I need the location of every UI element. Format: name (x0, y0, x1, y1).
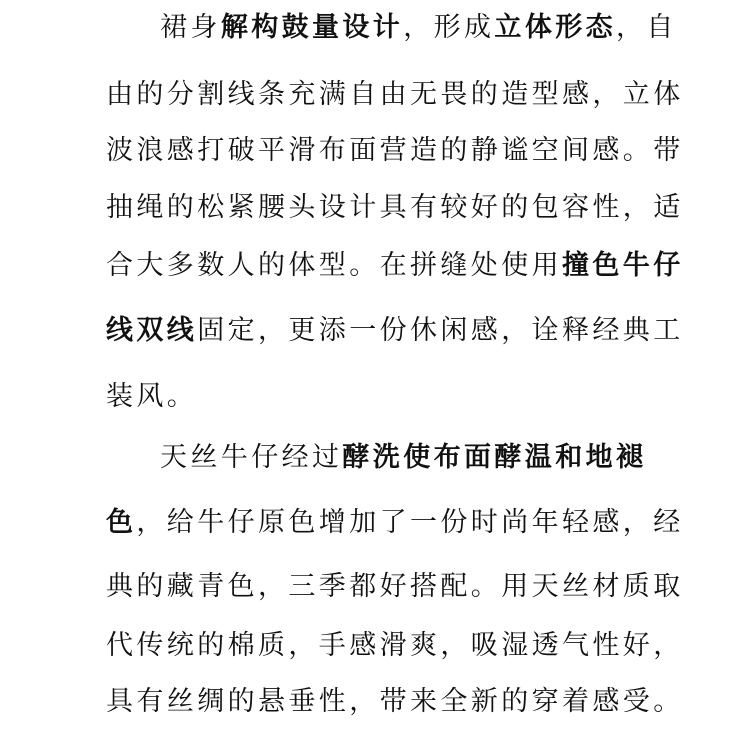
p1-line-1 (160, 10, 677, 46)
bold-text-run: 撞色牛仔 (562, 250, 684, 281)
text-run: ，形成 (403, 12, 495, 43)
p1-line-2: 由的分割线条充满自由无畏的造型感，立体 (106, 79, 684, 110)
text-run: ，自 (616, 12, 677, 43)
p1-line-7: 装风。 (106, 381, 198, 412)
p2-line-4: 代传统的棉质，手感滑爽，吸湿透气性好， (106, 630, 684, 661)
p1-line-6 (106, 313, 684, 349)
p2-line-3: 典的藏青色，三季都好搭配。用天丝材质取 (106, 571, 684, 602)
text-run: 固定，更添一份休闲感，诠释经典工 (197, 315, 684, 346)
p2-line-2 (106, 505, 684, 541)
text-run: 裙身 (160, 12, 221, 43)
p2-line-1 (160, 440, 646, 476)
text-run: 天丝牛仔经过 (160, 442, 343, 473)
bold-text-run: 色 (106, 507, 137, 538)
text-run: 合大多数人的体型。在拼缝处使用 (106, 250, 562, 281)
bold-text-run: 酵洗使布面酵温和地褪 (342, 442, 647, 473)
p1-line-4: 抽绳的松紧腰头设计具有较好的包容性，适 (106, 192, 684, 223)
p1-line-3: 波浪感打破平滑布面营造的静谧空间感。带 (106, 135, 684, 166)
bold-text-run: 解构鼓量设计 (220, 12, 404, 43)
bold-text-run: 线双线 (106, 315, 198, 346)
p2-line-5: 具有丝绸的悬垂性，带来全新的穿着感受。 (106, 686, 684, 717)
bold-text-run: 立体形态 (494, 12, 617, 43)
p1-line-5 (106, 248, 684, 284)
text-run: ，给牛仔原色增加了一份时尚年轻感，经 (136, 507, 684, 538)
